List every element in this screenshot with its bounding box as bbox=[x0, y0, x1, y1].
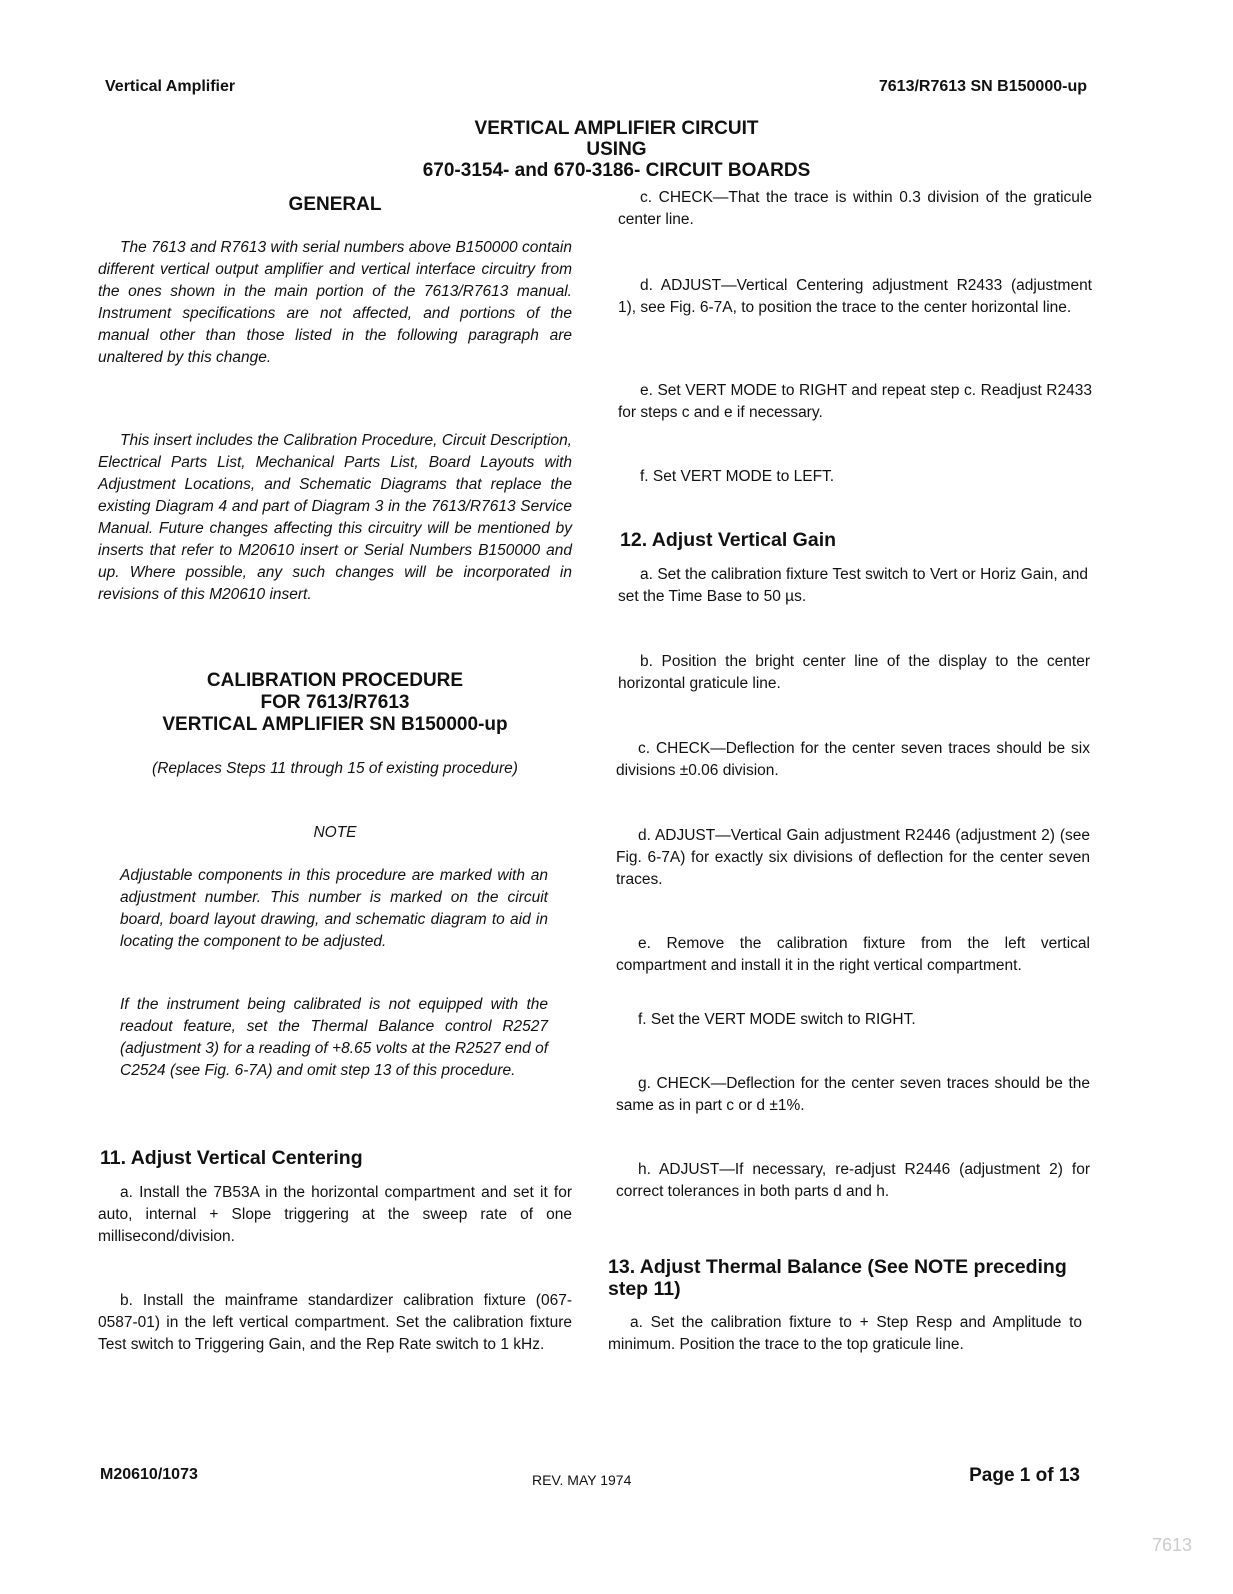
calibration-subtitle: (Replaces Steps 11 through 15 of existing procedure) bbox=[152, 760, 518, 777]
step-11-b: b. Install the mainframe standardizer calibration fixture (067-0587-01) in the left vertical compartment. Set the calibration fixture Test switch to Triggering Gain, and the Rep Rate switch to 1 kHz. bbox=[98, 1292, 572, 1353]
step-12-g: g. CHECK—Deflection for the center seven traces should be the same as in part c or d ±1%. bbox=[616, 1075, 1090, 1114]
step-12-d: d. ADJUST—Vertical Gain adjustment R2446 (adjustment 2) (see Fig. 6-7A) for exactly six divisions of deflection for the center seven traces. bbox=[616, 827, 1090, 888]
note-paragraph-2: If the instrument being calibrated is not equipped with the readout feature, set the Thermal Balance control R2527 (adjustment 3) for a reading of +8.65 volts at the R2527 end of C2524 (see Fig. 6-7A) and omit step 13 of this procedure. bbox=[120, 996, 548, 1079]
running-header-left: Vertical Amplifier bbox=[105, 78, 236, 95]
general-heading: GENERAL bbox=[288, 194, 382, 215]
document-title-line-2: USING bbox=[586, 139, 647, 160]
step-11-a: a. Install the 7B53A in the horizontal compartment and set it for auto, internal + Slope triggering at the sweep rate of one millisecond/division. bbox=[98, 1184, 572, 1245]
document-title-line-3: 670-3154- and 670-3186- CIRCUIT BOARDS bbox=[422, 160, 811, 181]
footer-page-number: Page 1 of 13 bbox=[969, 1465, 1080, 1486]
step-12-e: e. Remove the calibration fixture from the left vertical compartment and install it in the right vertical compartment. bbox=[616, 935, 1090, 974]
step-12-f: f. Set the VERT MODE switch to RIGHT. bbox=[638, 1011, 916, 1028]
footer-revision: REV. MAY 1974 bbox=[532, 1472, 632, 1488]
running-header-right: 7613/R7613 SN B150000-up bbox=[878, 78, 1087, 95]
step-13-heading: 13. Adjust Thermal Balance (See NOTE preceding step 11) bbox=[608, 1256, 1067, 1300]
step-12-a: a. Set the calibration fixture Test switch to Vert or Horiz Gain, and set the Time Base to 50 µs. bbox=[618, 566, 1088, 605]
step-13-a: a. Set the calibration fixture to + Step Resp and Amplitude to minimum. Position the trace to the top graticule line. bbox=[608, 1314, 1082, 1353]
step-12-c: c. CHECK—Deflection for the center seven traces should be six divisions ±0.06 division. bbox=[616, 740, 1090, 779]
step-11-heading: 11. Adjust Vertical Centering bbox=[100, 1147, 363, 1169]
step-11-e: e. Set VERT MODE to RIGHT and repeat step c. Readjust R2433 for steps c and e if necessary. bbox=[618, 382, 1092, 421]
note-heading: NOTE bbox=[313, 824, 357, 841]
step-12-h: h. ADJUST—If necessary, re-adjust R2446 (adjustment 2) for correct tolerances in both parts d and h. bbox=[616, 1161, 1090, 1200]
document-title-line-1: VERTICAL AMPLIFIER CIRCUIT bbox=[474, 118, 759, 139]
calibration-heading-line-1: CALIBRATION PROCEDURE bbox=[206, 670, 464, 691]
step-11-f: f. Set VERT MODE to LEFT. bbox=[640, 468, 835, 485]
calibration-heading-line-2: FOR 7613/R7613 bbox=[260, 692, 410, 713]
step-11-d: d. ADJUST—Vertical Centering adjustment R2433 (adjustment 1), see Fig. 6-7A, to position the trace to the center horizontal line. bbox=[618, 277, 1092, 316]
calibration-heading-line-3: VERTICAL AMPLIFIER SN B150000-up bbox=[162, 714, 508, 735]
step-12-b: b. Position the bright center line of the display to the center horizontal graticule line. bbox=[618, 653, 1090, 692]
general-paragraph-2: This insert includes the Calibration Procedure, Circuit Description, Electrical Parts List, Mechanical Parts List, Board Layouts with Adjustment Locations, and Schematic Diagrams that replace the existing Diagram 4 and part of Diagram 3 in the 7613/R7613 Service Manual. Future changes affecting this circuitry will be mentioned by inserts that refer to M20610 insert or Serial Numbers B150000 and up. Where possible, any such changes will be incorporated in revisions of this M20610 insert. bbox=[98, 432, 572, 603]
corner-watermark: 7613 bbox=[1151, 1535, 1192, 1555]
note-paragraph-1: Adjustable components in this procedure are marked with an adjustment number. This number is marked on the circuit board, board layout drawing, and schematic diagram to aid in locating the component to be adjusted. bbox=[120, 867, 548, 950]
footer-document-number: M20610/1073 bbox=[100, 1466, 198, 1483]
general-paragraph-1: The 7613 and R7613 with serial numbers above B150000 contain different vertical output amplifier and vertical interface circuitry from the ones shown in the main portion of the 7613/R7613 manual. Instrument specifications are not affected, and portions of the manual other than those listed in the following paragraph are unaltered by this change. bbox=[98, 239, 572, 366]
step-12-heading: 12. Adjust Vertical Gain bbox=[620, 529, 837, 551]
step-11-c: c. CHECK—That the trace is within 0.3 division of the graticule center line. bbox=[618, 189, 1092, 228]
